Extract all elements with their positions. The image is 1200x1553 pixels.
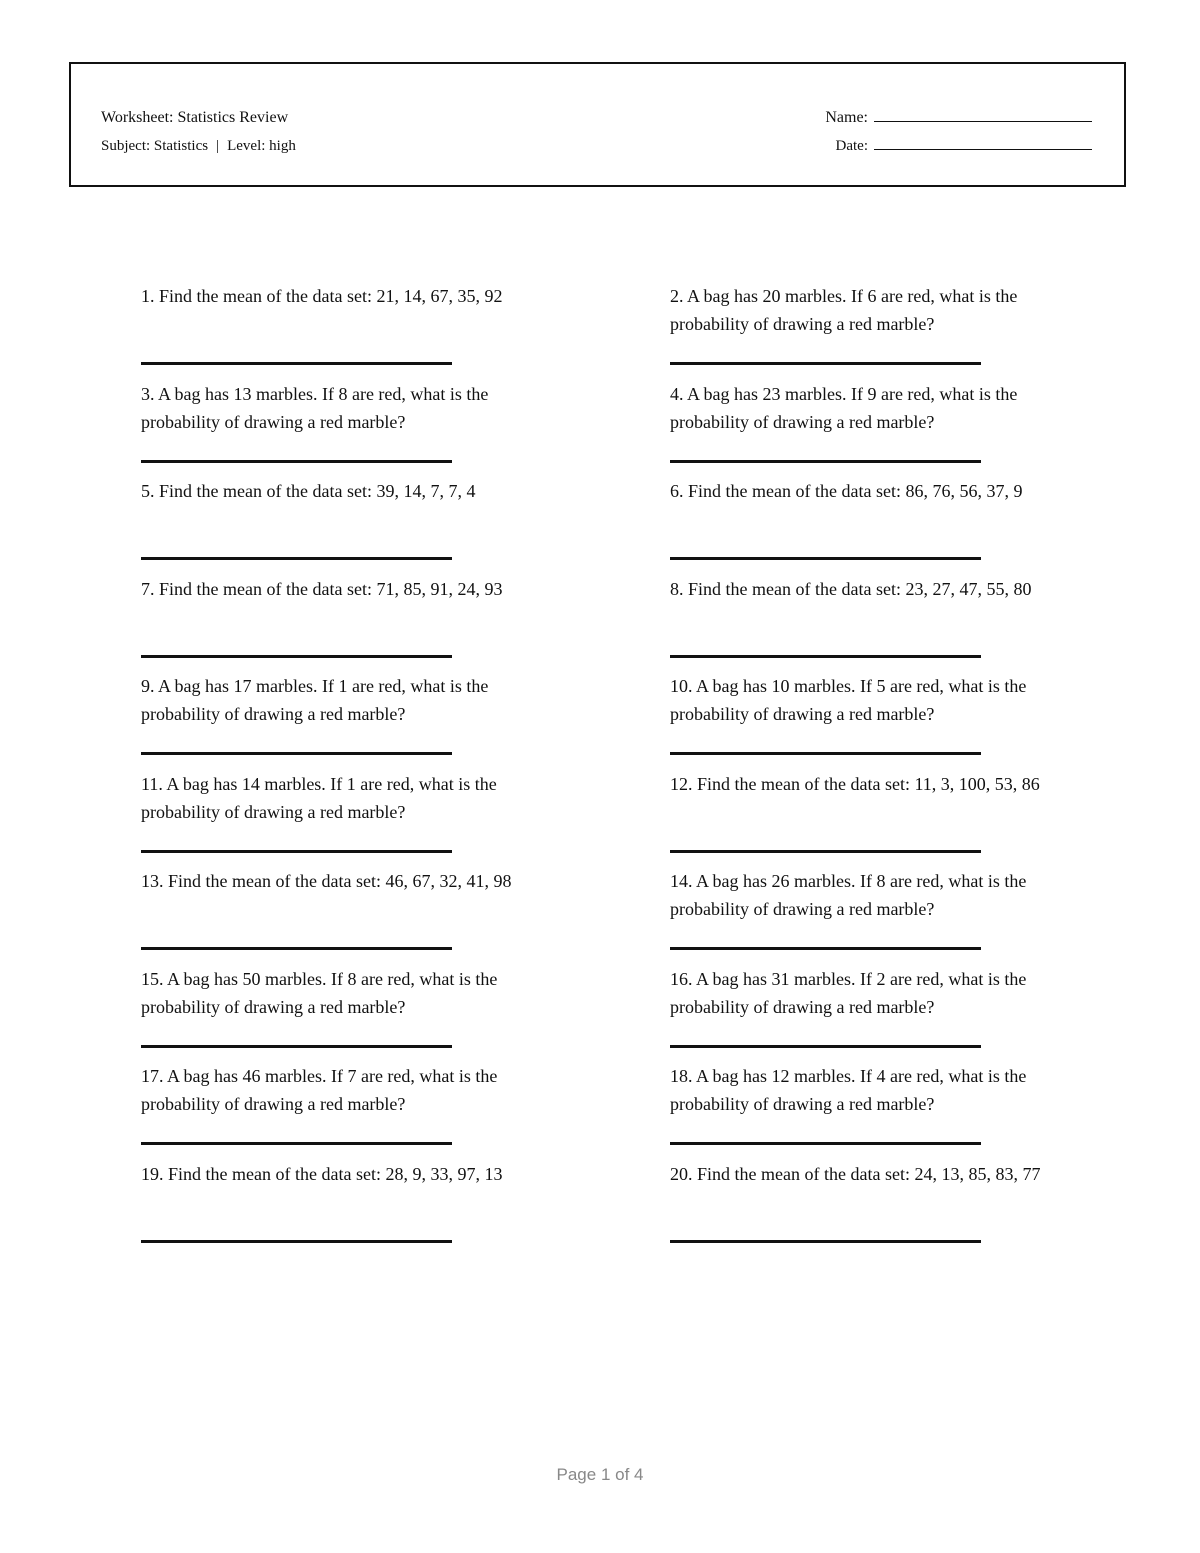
worksheet-header [69, 62, 1126, 187]
subject-label: Subject: Statistics [101, 138, 209, 154]
date-label: Date: [835, 138, 868, 154]
name-date-fields [825, 104, 1092, 160]
question-item [141, 672, 563, 770]
worksheet-title: Worksheet: Statistics Review [101, 109, 289, 126]
question-grid [141, 282, 1101, 1257]
question-item [141, 1160, 563, 1258]
answer-line[interactable] [141, 1142, 452, 1145]
question-item [670, 672, 1092, 770]
subject-level-line [101, 132, 296, 160]
answer-line[interactable] [670, 850, 981, 853]
answer-line[interactable] [670, 557, 981, 560]
name-label: Name: [825, 109, 868, 126]
question-item [670, 477, 1092, 575]
question-text: 6. Find the mean of the data set: 86, 76, 56, 37, 9 [670, 481, 1023, 501]
question-text: 10. A bag has 10 marbles. If 5 are red, what is the probability of drawing a red marble? [670, 676, 1027, 724]
question-text: 5. Find the mean of the data set: 39, 14, 7, 7, 4 [141, 481, 476, 501]
question-item [141, 282, 563, 380]
separator: | [216, 138, 220, 154]
question-text: 19. Find the mean of the data set: 28, 9, 33, 97, 13 [141, 1163, 503, 1184]
question-item [670, 282, 1092, 380]
page-number: Page 1 of 4 [556, 1465, 644, 1484]
question-text: 8. Find the mean of the data set: 23, 27, 47, 55, 80 [670, 578, 1032, 599]
question-text: 9. A bag has 17 marbles. If 1 are red, what is the probability of drawing a red marble? [141, 676, 489, 724]
date-line[interactable] [874, 135, 1092, 150]
question-text: 2. A bag has 20 marbles. If 6 are red, what is the probability of drawing a red marble? [670, 286, 1018, 334]
answer-line[interactable] [141, 947, 452, 950]
answer-line[interactable] [670, 362, 981, 365]
header-info [101, 104, 296, 160]
question-text: 1. Find the mean of the data set: 21, 14, 67, 35, 92 [141, 286, 503, 306]
answer-line[interactable] [670, 752, 981, 755]
answer-line[interactable] [141, 1240, 452, 1243]
question-text: 11. A bag has 14 marbles. If 1 are red, what is the probability of drawing a red marble? [141, 773, 497, 822]
question-text: 14. A bag has 26 marbles. If 8 are red, what is the probability of drawing a red marble? [670, 871, 1027, 919]
answer-line[interactable] [670, 655, 981, 658]
level-label: Level: high [227, 138, 296, 154]
answer-line[interactable] [141, 1045, 452, 1048]
question-item [670, 575, 1092, 673]
question-text: 17. A bag has 46 marbles. If 7 are red, what is the probability of drawing a red marble? [141, 1066, 498, 1114]
question-text: 12. Find the mean of the data set: 11, 3, 100, 53, 86 [670, 773, 1040, 794]
question-text: 3. A bag has 13 marbles. If 8 are red, what is the probability of drawing a red marble? [141, 383, 489, 432]
answer-line[interactable] [670, 1240, 981, 1243]
answer-line[interactable] [141, 850, 452, 853]
question-text: 18. A bag has 12 marbles. If 4 are red, what is the probability of drawing a red marble? [670, 1066, 1027, 1114]
question-item [670, 380, 1092, 478]
answer-line[interactable] [141, 655, 452, 658]
question-item [141, 867, 563, 965]
question-item [141, 380, 563, 478]
question-item [141, 575, 563, 673]
name-field [825, 104, 1092, 132]
question-text: 16. A bag has 31 marbles. If 2 are red, what is the probability of drawing a red marble? [670, 968, 1027, 1017]
question-item [141, 770, 563, 868]
question-item [670, 1062, 1092, 1160]
question-item [670, 1160, 1092, 1258]
question-text: 20. Find the mean of the data set: 24, 13, 85, 83, 77 [670, 1163, 1041, 1184]
answer-line[interactable] [670, 1142, 981, 1145]
question-item [141, 1062, 563, 1160]
question-item [141, 965, 563, 1063]
question-item [141, 477, 563, 575]
question-text: 13. Find the mean of the data set: 46, 67, 32, 41, 98 [141, 871, 512, 891]
question-text: 4. A bag has 23 marbles. If 9 are red, what is the probability of drawing a red marble? [670, 383, 1018, 432]
answer-line[interactable] [670, 460, 981, 463]
answer-line[interactable] [141, 362, 452, 365]
answer-line[interactable] [670, 947, 981, 950]
question-text: 7. Find the mean of the data set: 71, 85, 91, 24, 93 [141, 578, 503, 599]
date-field [825, 132, 1092, 160]
question-item [670, 770, 1092, 868]
question-item [670, 965, 1092, 1063]
answer-line[interactable] [141, 460, 452, 463]
answer-line[interactable] [141, 752, 452, 755]
answer-line[interactable] [141, 557, 452, 560]
name-line[interactable] [874, 107, 1092, 122]
question-item [670, 867, 1092, 965]
question-text: 15. A bag has 50 marbles. If 8 are red, what is the probability of drawing a red marble? [141, 968, 498, 1017]
answer-line[interactable] [670, 1045, 981, 1048]
